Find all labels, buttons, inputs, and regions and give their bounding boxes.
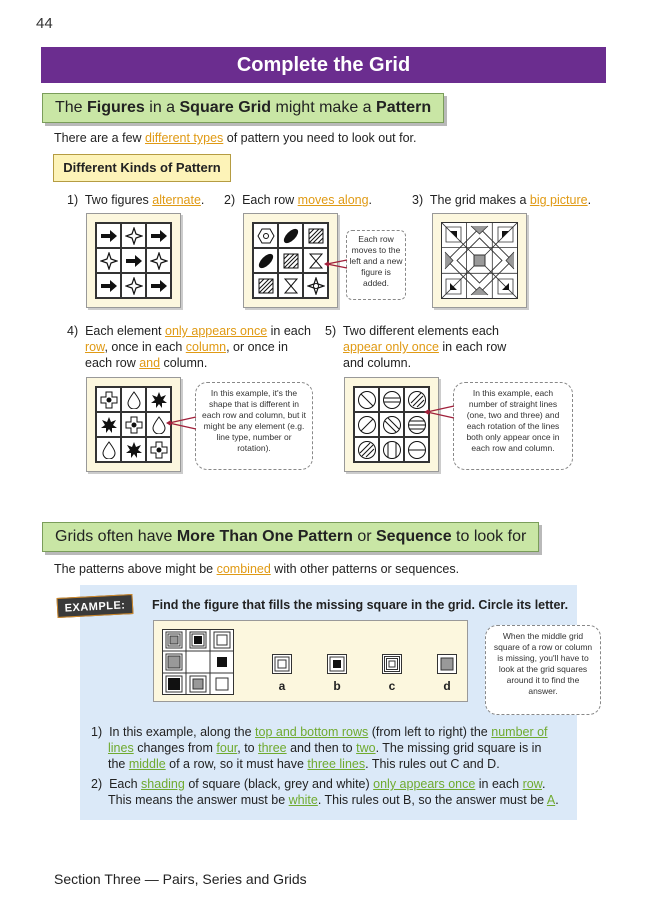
lined-circle-icon <box>354 387 379 412</box>
grid-example-5 <box>344 377 439 472</box>
item-2-label: 2) Each row moves along. <box>224 193 373 207</box>
section2-intro: The patterns above might be combined with other patterns or sequences. <box>54 562 460 576</box>
page-number: 44 <box>36 15 53 32</box>
option-c-icon[interactable] <box>382 654 402 674</box>
arrow-icon <box>146 223 171 248</box>
lined-circle-icon <box>354 437 379 462</box>
option-c-label[interactable]: c <box>388 679 396 693</box>
option-d-label[interactable]: d <box>443 679 451 693</box>
grid-4-cells <box>95 386 172 463</box>
lined-circle-icon <box>379 387 404 412</box>
star-icon <box>121 273 146 298</box>
hatched-square-icon <box>253 273 278 298</box>
option-b-icon[interactable] <box>327 654 347 674</box>
star-icon <box>146 248 171 273</box>
page-footer: Section Three — Pairs, Series and Grids <box>54 871 307 887</box>
example-grid-icon <box>162 629 234 695</box>
option-a-label[interactable]: a <box>278 679 286 693</box>
drop-icon <box>96 437 121 462</box>
note-bubble-lines: In this example, each number of straight lines (one, two and three) and each rotation of the lines both only appear once in each row and column. <box>453 382 573 470</box>
pointer-arrow-icon <box>163 415 197 431</box>
section-heading-1: The Figures in a Square Grid might make a Pattern <box>42 93 444 123</box>
lined-circle-icon <box>379 412 404 437</box>
example-question: Find the figure that fills the missing square in the grid. Circle its letter. <box>152 598 569 612</box>
burst-icon <box>121 437 146 462</box>
arrow-icon <box>121 248 146 273</box>
item-4-label: 4) Each element only appears once in each row, once in each column, or once in each row and column. <box>67 324 311 370</box>
drop-icon <box>121 387 146 412</box>
explanation-1: 1) In this example, along the top and bottom rows (from left to right) the number of lines changes from four, to three and then to two. The missing grid square is in the middle of a row, so it must have three lines. This rules out C and D. <box>91 725 548 771</box>
note-bubble-middle-square: When the middle grid square of a row or column is missing, you'll have to look at the grid squares around it to find the answer. <box>485 625 601 715</box>
item-5-label: 5) Two different elements each appear only once in each row and column. <box>325 324 507 370</box>
lined-circle-icon <box>379 437 404 462</box>
burst-icon <box>96 412 121 437</box>
item-1-label: 1) Two figures alternate. <box>67 193 205 207</box>
arrow-icon <box>146 273 171 298</box>
item-3-label: 3) The grid makes a big picture. <box>412 193 592 207</box>
section1-intro: There are a few different types of pattern you need to look out for. <box>54 131 417 145</box>
leaf-icon <box>278 223 303 248</box>
pointer-arrow-icon <box>322 256 348 272</box>
arrow-icon <box>96 223 121 248</box>
lined-circle-icon <box>354 412 379 437</box>
star-icon <box>96 248 121 273</box>
explanation-2: 2) Each shading of square (black, grey and white) only appears once in each row. This means the answer must be white. This rules out B, so the answer must be A. <box>91 777 559 807</box>
cross-icon <box>96 387 121 412</box>
lined-circle-icon <box>404 437 429 462</box>
hatched-square-icon <box>303 223 328 248</box>
star-icon <box>121 223 146 248</box>
burst-icon <box>146 387 171 412</box>
grid-5-cells <box>353 386 430 463</box>
grid-example-1 <box>86 213 181 308</box>
leaf-icon <box>253 248 278 273</box>
arrow-icon <box>96 273 121 298</box>
different-kinds-label: Different Kinds of Pattern <box>53 154 231 182</box>
note-bubble-row-moves: Each row moves to the left and a new figure is added. <box>346 230 406 300</box>
grid-1-cells <box>95 222 172 299</box>
note-bubble-shape: In this example, it's the shape that is different in each row and column, but it might be any element (e.g. line type, number or rotation). <box>195 382 313 470</box>
example-puzzle-box <box>153 620 468 702</box>
grid-example-3 <box>432 213 527 308</box>
page-title: Complete the Grid <box>41 47 606 83</box>
hourglass-icon <box>278 273 303 298</box>
cross-icon <box>121 412 146 437</box>
section-heading-2: Grids often have More Than One Pattern or Sequence to look for <box>42 522 539 552</box>
option-b-label[interactable]: b <box>333 679 341 693</box>
example-tag: EXAMPLE: <box>57 594 134 618</box>
pointer-arrow-icon <box>421 404 455 420</box>
option-a-icon[interactable] <box>272 654 292 674</box>
hatched-square-icon <box>278 248 303 273</box>
big-picture-icon <box>441 222 518 299</box>
hexagon-icon <box>253 223 278 248</box>
star-icon <box>303 273 328 298</box>
grid-2-cells <box>252 222 329 299</box>
option-d-icon[interactable] <box>437 654 457 674</box>
cross-icon <box>146 437 171 462</box>
